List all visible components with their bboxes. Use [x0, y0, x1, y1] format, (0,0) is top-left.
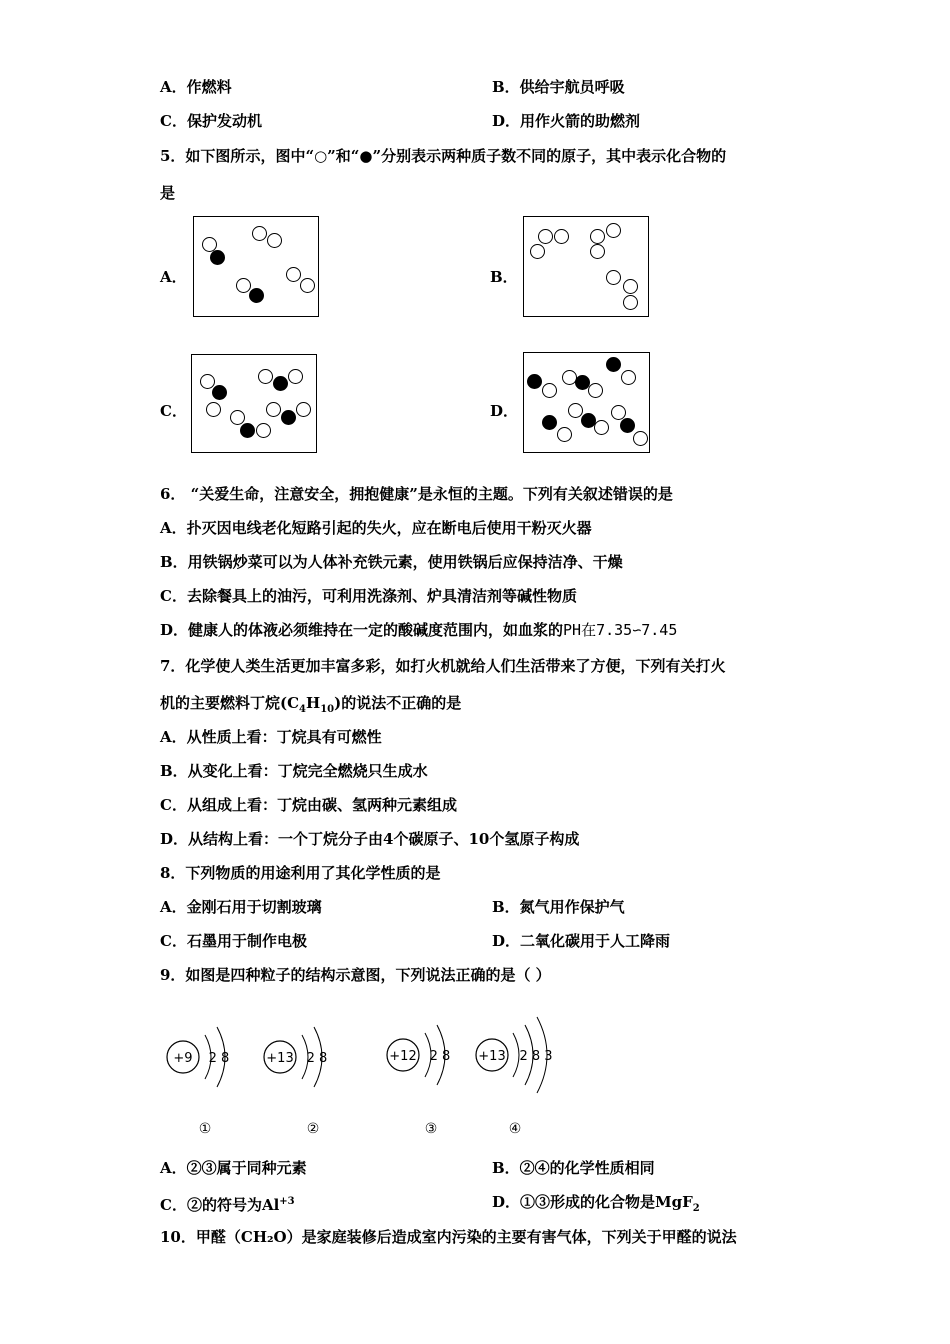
q9-stem: 9．如图是四种粒子的结构示意图，下列说法正确的是（ ）	[160, 966, 551, 984]
particle-1-shells: 2 8	[208, 1051, 230, 1066]
white-atom	[568, 403, 583, 418]
q10-stem: 10．甲醛（CH₂O）是家庭装修后造成室内污染的主要有害气体，下列关于甲醛的说法	[160, 1228, 737, 1246]
q7-stem-cont	[160, 693, 461, 720]
white-atom	[286, 267, 301, 282]
particle-2-shells: 2 8	[306, 1051, 328, 1066]
q7-stem: 7．化学使人类生活更加丰富多彩，如打火机就给人们生活带来了方便，下列有关打火	[160, 657, 726, 675]
black-atom	[212, 385, 227, 400]
particle-structure-diagrams	[155, 1005, 615, 1145]
white-atom	[606, 223, 621, 238]
q5-diagram-b	[523, 216, 649, 317]
white-atom	[530, 244, 545, 259]
q8-stem: 8．下列物质的用途利用了其化学性质的是	[160, 864, 441, 882]
q4-option-c: C．保护发动机	[160, 112, 262, 130]
q7-stem-h: H	[306, 694, 321, 712]
q5-stem-cont: 是	[160, 184, 176, 202]
q7-stem-post: )的说法不正确的是	[334, 694, 462, 712]
white-atom	[633, 431, 648, 446]
q7-option-d: D．从结构上看：一个丁烷分子由4个碳原子、10个氢原子构成	[160, 830, 580, 848]
q5-label-d: D．	[490, 402, 519, 420]
q9-option-d-subscript: 2	[692, 1203, 700, 1214]
black-atom	[273, 376, 288, 391]
white-atom	[267, 233, 282, 248]
q8-option-b: B．氮气用作保护气	[492, 898, 625, 916]
black-atom	[606, 357, 621, 372]
white-atom	[300, 278, 315, 293]
white-atom	[557, 427, 572, 442]
q7-sub-10: 10	[320, 704, 335, 715]
particle-1-nucleus: +9	[173, 1051, 193, 1066]
particle-3	[387, 1025, 450, 1137]
q4-option-b: B．供给宇航员呼吸	[492, 78, 625, 96]
particle-4-label: ④	[508, 1121, 522, 1137]
particle-3-nucleus: +12	[389, 1049, 417, 1064]
q8-option-c: C．石墨用于制作电极	[160, 932, 307, 950]
particle-2	[264, 1027, 327, 1137]
white-atom	[258, 369, 273, 384]
q5-diagram-d	[523, 352, 650, 453]
white-atom	[590, 244, 605, 259]
white-atom	[230, 410, 245, 425]
q9-option-b: B．②④的化学性质相同	[492, 1159, 655, 1177]
q4-option-d: D．用作火箭的助燃剂	[492, 112, 641, 130]
white-atom	[623, 295, 638, 310]
white-atom	[538, 229, 553, 244]
q9-option-a: A．②③属于同种元素	[160, 1159, 307, 1177]
black-atom	[527, 374, 542, 389]
white-atom	[252, 226, 267, 241]
white-atom	[296, 402, 311, 417]
q7-option-b: B．从变化上看：丁烷完全燃烧只生成水	[160, 762, 428, 780]
white-atom	[256, 423, 271, 438]
particle-2-nucleus: +13	[266, 1051, 294, 1066]
q6-option-c: C．去除餐具上的油污，可利用洗涤剂、炉具清洁剂等碱性物质	[160, 587, 577, 605]
white-atom	[542, 383, 557, 398]
black-atom	[281, 410, 296, 425]
q9-option-c	[160, 1192, 295, 1215]
q8-option-d: D．二氧化碳用于人工降雨	[492, 932, 671, 950]
black-atom	[542, 415, 557, 430]
black-atom	[620, 418, 635, 433]
q7-stem-pre: 机的主要燃料丁烷(C	[160, 694, 300, 712]
q7-option-a: A．从性质上看：丁烷具有可燃性	[160, 728, 382, 746]
q5-diagram-a	[193, 216, 319, 317]
particle-4-nucleus: +13	[478, 1049, 506, 1064]
particle-3-label: ③	[424, 1121, 438, 1137]
q7-sub-4: 4	[299, 704, 307, 715]
white-atom	[606, 270, 621, 285]
q9-option-c-text: C．②的符号为Al	[160, 1196, 280, 1214]
white-atom	[266, 402, 281, 417]
particle-4	[476, 1017, 553, 1137]
q6-option-b: B．用铁锅炒菜可以为人体补充铁元素，使用铁锅后应保持洁净、干燥	[160, 553, 623, 571]
q5-stem: 5．如下图所示，图中“○”和“●”分别表示两种质子数不同的原子，其中表示化合物的	[160, 147, 727, 165]
q9-option-c-charge: +3	[279, 1196, 295, 1207]
q6-option-d-value: PH在7.35∽7.45	[563, 621, 678, 639]
white-atom	[623, 279, 638, 294]
white-atom	[621, 370, 636, 385]
particle-1	[167, 1027, 229, 1137]
black-atom	[240, 423, 255, 438]
white-atom	[206, 402, 221, 417]
q6-stem: 6． “关爱生命，注意安全，拥抱健康”是永恒的主题。下列有关叙述错误的是	[160, 485, 673, 503]
q5-label-a: A．	[160, 268, 187, 286]
q6-option-d-text: D．健康人的体液必须维持在一定的酸碱度范围内，如血浆的	[160, 621, 564, 639]
white-atom	[236, 278, 251, 293]
black-atom	[210, 250, 225, 265]
white-atom	[590, 229, 605, 244]
particle-3-shells: 2 8	[429, 1049, 451, 1064]
white-atom	[594, 420, 609, 435]
q5-label-b: B．	[490, 268, 518, 286]
black-atom	[249, 288, 264, 303]
q4-option-a: A．作燃料	[160, 78, 232, 96]
q8-option-a: A．金刚石用于切割玻璃	[160, 898, 322, 916]
q7-option-c: C．从组成上看：丁烷由碳、氢两种元素组成	[160, 796, 457, 814]
white-atom	[554, 229, 569, 244]
white-atom	[588, 383, 603, 398]
q6-option-d	[160, 620, 677, 640]
particle-1-label: ①	[198, 1121, 212, 1137]
white-atom	[288, 369, 303, 384]
q5-diagram-c	[191, 354, 317, 453]
particle-4-shells: 2 8 3	[519, 1049, 553, 1064]
q5-label-c: C．	[160, 402, 187, 420]
q9-option-d	[492, 1192, 700, 1219]
q9-option-d-text: D．①③形成的化合物是MgF	[492, 1193, 693, 1211]
q6-option-a: A．扑灭因电线老化短路引起的失火，应在断电后使用干粉灭火器	[160, 519, 592, 537]
particle-2-label: ②	[306, 1121, 320, 1137]
